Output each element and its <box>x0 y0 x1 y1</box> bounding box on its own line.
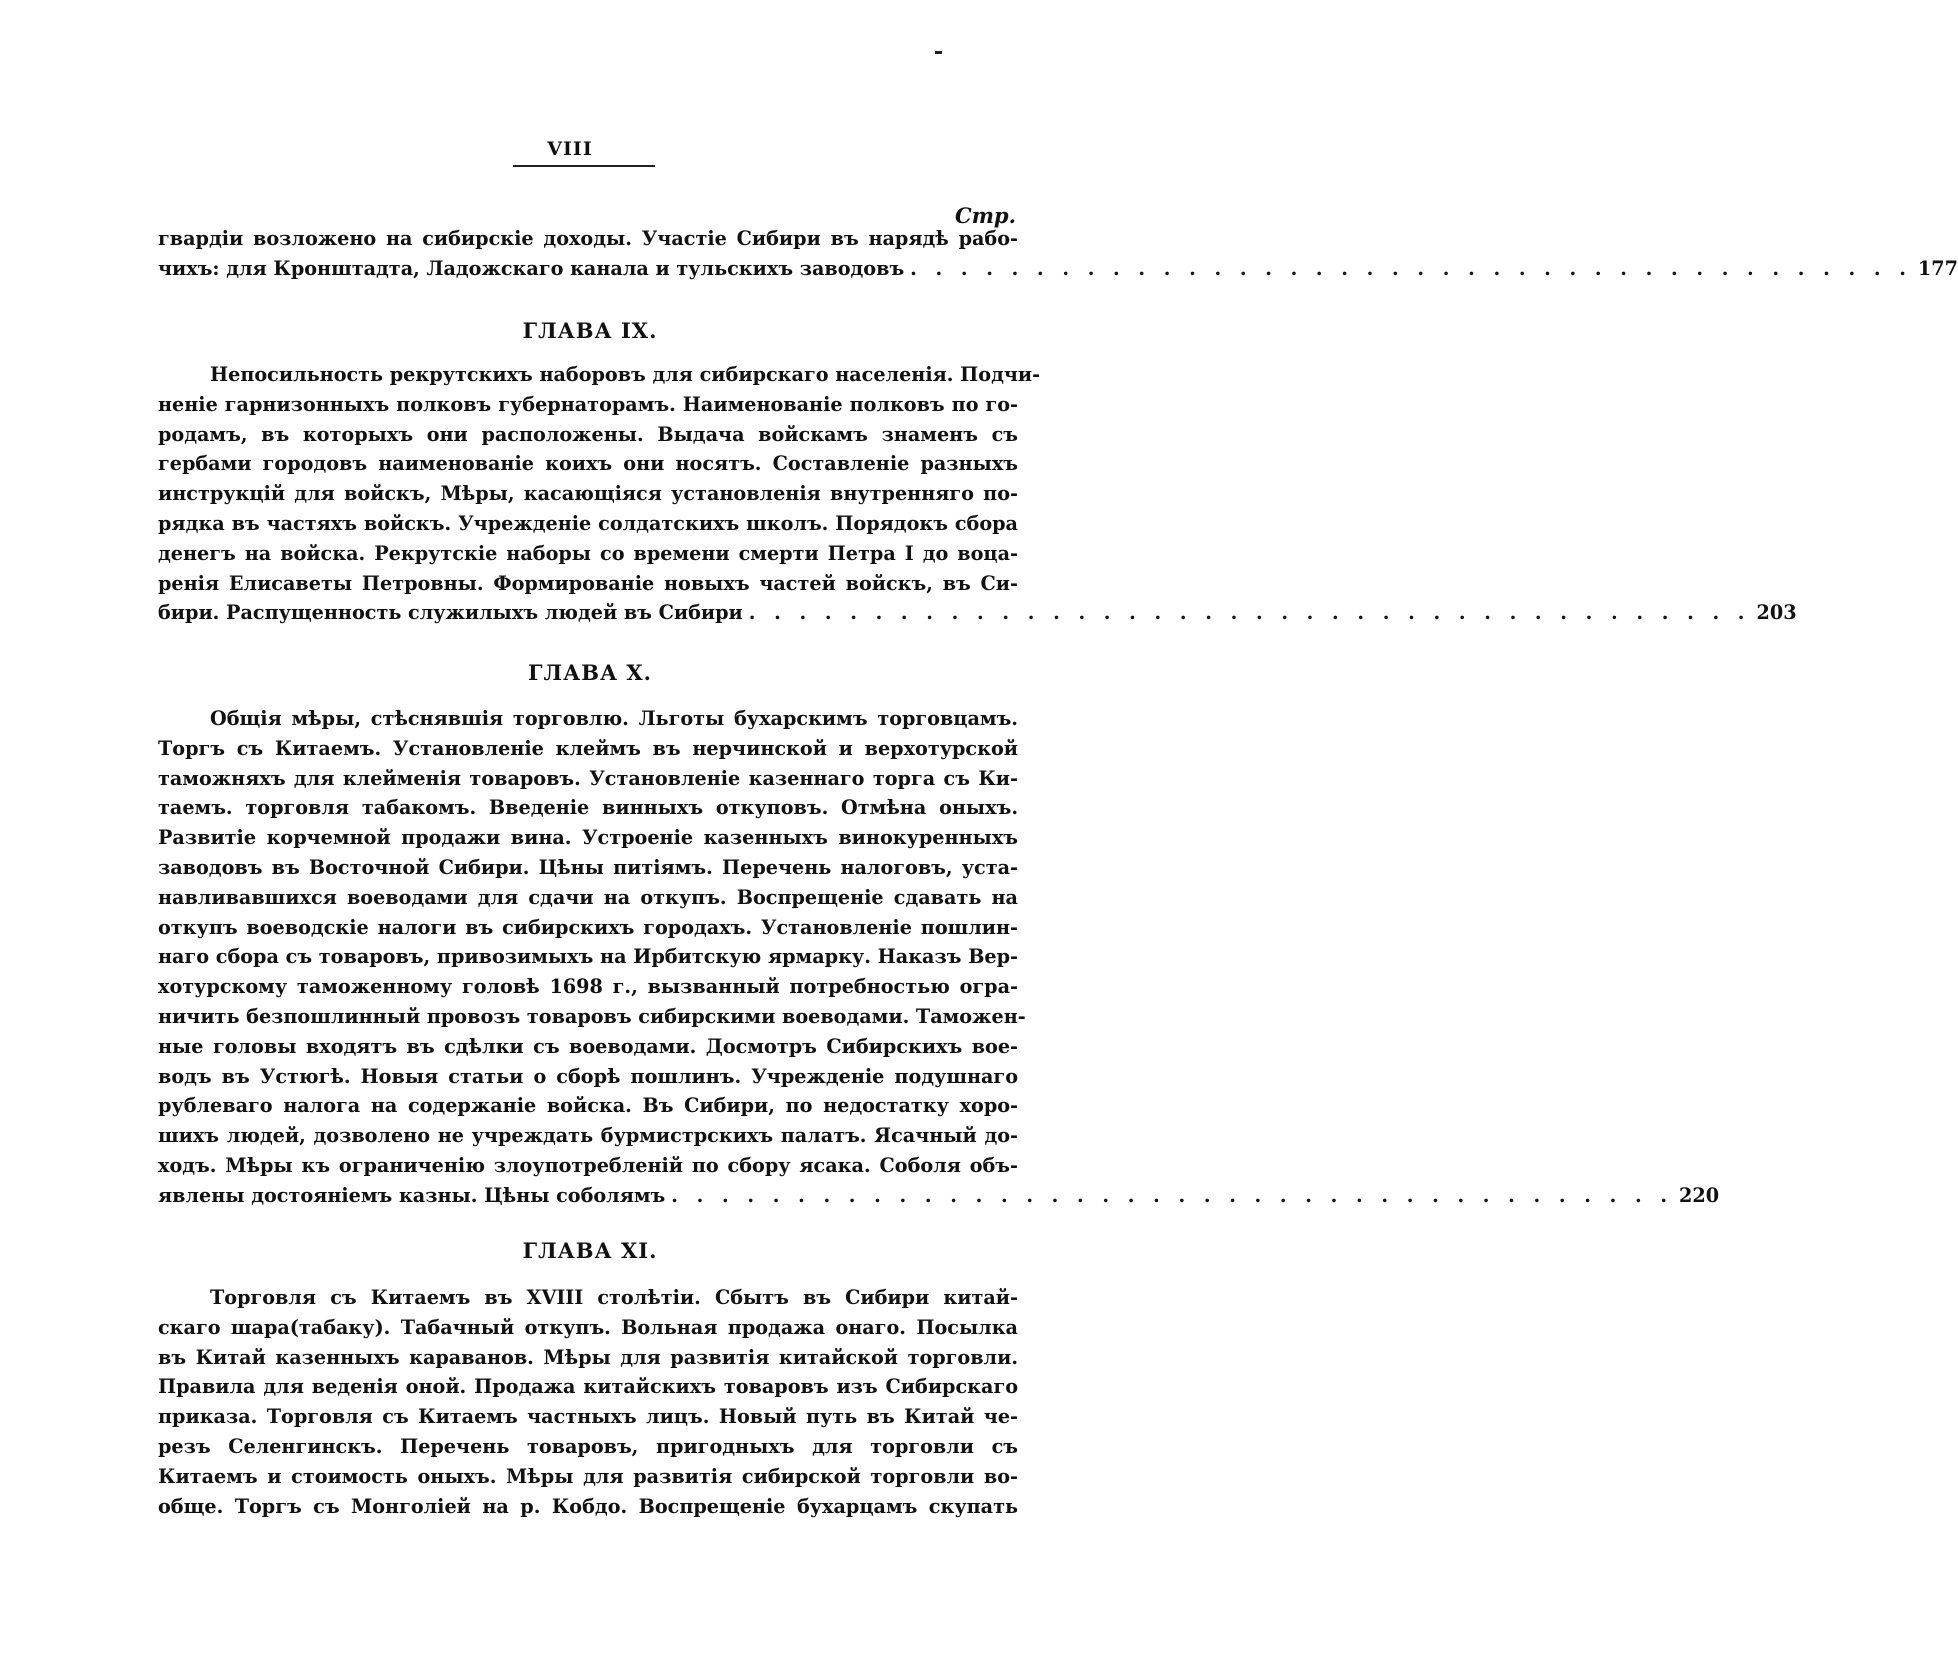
entry-line: водъ въ Устюгѣ. Новыя статьи о сборѣ пошлинъ. Учрежденіе подушнаго <box>158 1064 1018 1088</box>
toc-entry-chapter-11 <box>158 1283 1018 1521</box>
toc-entry-chapter-9 <box>158 360 1797 628</box>
entry-line: Правила для веденія оной. Продажа китайскихъ товаровъ изъ Сибирскаго <box>158 1375 1018 1399</box>
entry-line: Китаемъ и стоимость оныхъ. Мѣры для развитія сибирской торговли во- <box>158 1464 1018 1488</box>
entry-line: гвардіи возложено на сибирскіе доходы. Участіе Сибири въ нарядѣ рабо- <box>158 227 1018 250</box>
entry-line: неніе гарнизонныхъ полковъ губернаторамъ. Наименованіе полковъ по го- <box>158 392 1018 416</box>
entry-line: родамъ, въ которыхъ они расположены. Выдача войскамъ знаменъ съ <box>158 422 1018 446</box>
entry-line-text: чихъ: для Кронштадта, Ладожскаго канала и тульскихъ заводовъ <box>158 256 905 280</box>
entry-line: Непосильность рекрутскихъ наборовъ для сибирскаго населенія. Подчи- <box>210 363 1041 386</box>
entry-page-number: 203 <box>1756 601 1797 625</box>
entry-line: хотурскому таможенному головѣ 1698 г., вызванный потребностью огра- <box>158 975 1018 999</box>
entry-line: резъ Селенгинскъ. Перечень товаровъ, пригодныхъ для торговли съ <box>158 1434 1018 1458</box>
entry-line: заводовъ въ Восточной Сибири. Цѣны питіямъ. Перечень налоговъ, уста- <box>158 855 1018 879</box>
entry-line: Торгъ съ Китаемъ. Установленіе клеймъ въ нерчинской и верхотурской <box>158 736 1018 760</box>
entry-line: таможняхъ для клейменія товаровъ. Установленіе казеннаго торга съ Ки- <box>158 766 1018 790</box>
page-column-label: Стр. <box>955 203 1016 228</box>
entry-line: инструкцій для войскъ, Мѣры, касающіяся установленія внутренняго по- <box>158 482 1018 506</box>
entry-line: приказа. Торговля съ Китаемъ частныхъ лицъ. Новый путь въ Китай че- <box>158 1405 1018 1429</box>
chapter-heading-10: ГЛАВА X. <box>528 660 652 685</box>
leader-dots: . . . . . . . . . . . . . . . . . . . . . . . . . . . . . . . . . . . . . . . . <box>671 1183 1674 1207</box>
entry-line: ные головы входятъ въ сдѣлки съ воеводами. Досмотръ Сибирскихъ вое- <box>158 1034 1018 1058</box>
entry-line: рядка въ частяхъ войскъ. Учрежденіе солдатскихъ школъ. Порядокъ сбора <box>158 511 1018 535</box>
page-number: VIII <box>547 138 593 160</box>
entry-line: Общія мѣры, стѣснявшія торговлю. Льготы бухарскимъ торговцамъ. <box>210 707 1018 730</box>
toc-entry-chapter-10 <box>158 704 1720 1211</box>
entry-last-line <box>158 1181 1720 1211</box>
entry-line: ничить безпошлинный провозъ товаровъ сибирскими воеводами. Таможен- <box>158 1004 1026 1028</box>
entry-line: ренія Елисаветы Петровны. Формированіе новыхъ частей войскъ, въ Си- <box>158 571 1018 595</box>
entry-line: Развитіе корчемной продажи вина. Устроеніе казенныхъ винокуренныхъ <box>158 826 1018 850</box>
chapter-heading-9: ГЛАВА IX. <box>522 318 658 343</box>
entry-last-line <box>158 254 1958 284</box>
entry-line: Торговля съ Китаемъ въ XVIII столѣтіи. Сбытъ въ Сибири китай- <box>210 1286 1018 1309</box>
stray-ink-mark <box>935 51 942 54</box>
entry-line: гербами городовъ наименованіе коихъ они носятъ. Составленіе разныхъ <box>158 452 1018 476</box>
entry-line: откупъ воеводскіе налоги въ сибирскихъ городахъ. Установленіе пошлин- <box>158 915 1018 939</box>
entry-line: шихъ людей, дозволено не учреждать бурмистрскихъ палатъ. Ясачный до- <box>158 1124 1018 1148</box>
entry-line-text: бири. Распущенность служилыхъ людей въ Сибири <box>158 601 743 625</box>
entry-line-text: явлены достояніемъ казны. Цѣны соболямъ <box>158 1183 666 1207</box>
entry-last-line <box>158 598 1797 628</box>
toc-entry-continued <box>158 224 1958 284</box>
entry-line: въ Китай казенныхъ караванов. Мѣры для развитія китайской торговли. <box>158 1345 1018 1369</box>
leader-dots: . . . . . . . . . . . . . . . . . . . . . . . . . . . . . . . . . . . . . . . . <box>748 601 1751 625</box>
entry-page-number: 220 <box>1679 1183 1720 1207</box>
entry-line: ходъ. Мѣры къ ограниченію злоупотребленій по сбору ясака. Соболя объ- <box>158 1153 1018 1177</box>
entry-line: навливавшихся воеводами для сдачи на откупъ. Воспрещеніе сдавать на <box>158 885 1018 909</box>
entry-page-number: 177 <box>1917 256 1958 280</box>
entry-line: наго сбора съ товаровъ, привозимыхъ на Ирбитскую ярмарку. Наказъ Вер- <box>158 945 1018 969</box>
chapter-heading-11: ГЛАВА XI. <box>522 1238 658 1263</box>
entry-line: денегъ на войска. Рекрутскіе наборы со времени смерти Петра I до воца- <box>158 541 1018 565</box>
entry-line: рублеваго налога на содержаніе войска. Въ Сибири, по недостатку хоро- <box>158 1094 1018 1118</box>
entry-line: таемъ. торговля табакомъ. Введеніе винныхъ откуповъ. Отмѣна оныхъ. <box>158 796 1018 820</box>
entry-line: обще. Торгъ съ Монголіей на р. Кобдо. Воспрещеніе бухарцамъ скупать <box>158 1494 1018 1518</box>
page-number-rule <box>513 165 655 167</box>
leader-dots: . . . . . . . . . . . . . . . . . . . . . . . . . . . . . . . . . . . . . . . . <box>910 256 1912 280</box>
entry-line: скаго шара(табаку). Табачный откупъ. Вольная продажа онаго. Посылка <box>158 1315 1018 1339</box>
